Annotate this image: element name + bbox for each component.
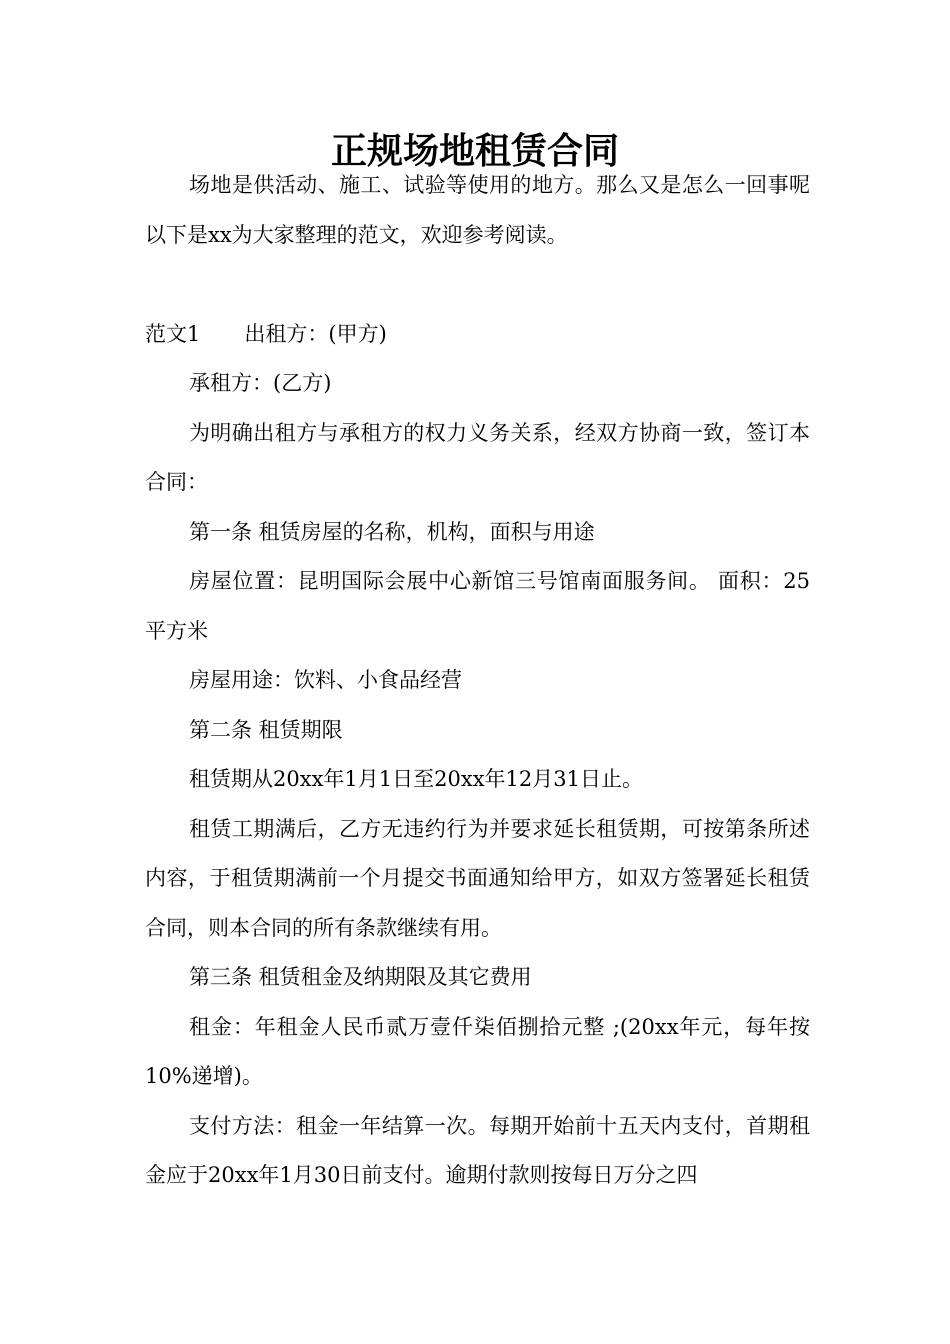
payment-paragraph: 支付方法：租金一年结算一次。每期开始前十五天内支付，首期租金应于20xx年1月30日前支付。逾期付款则按每日万分之四 [145, 1113, 810, 1187]
lessor-label: 出租方：(甲方) [244, 321, 387, 346]
sample-label: 范文1 [145, 321, 201, 346]
renewal-paragraph: 租赁工期满后，乙方无违约行为并要求延长租赁期，可按第条所述内容，于租赁期满前一个月提交书面通知给甲方，如双方签署延长租赁合同，则本合同的所有条款继续有用。 [145, 816, 810, 940]
location-paragraph: 房屋位置：昆明国际会展中心新馆三号馆南面服务间。 面积：25平方米 [145, 569, 810, 643]
preamble-paragraph: 为明确出租方与承租方的权力义务关系，经双方协商一致，签订本合同： [145, 420, 810, 494]
article-1-heading: 第一条 租赁房屋的名称，机构，面积与用途 [189, 519, 595, 544]
document-body [145, 161, 810, 1201]
intro-paragraph: 场地是供活动、施工、试验等使用的地方。那么又是怎么一回事呢以下是xx为大家整理的范文，欢迎参考阅读。 [145, 173, 810, 247]
blank-line [145, 260, 810, 310]
article-2-heading: 第二条 租赁期限 [189, 717, 343, 742]
rent-paragraph: 租金：年租金人民币贰万壹仟柒佰捌拾元整 ;(20xx年元，每年按10%递增)。 [145, 1014, 810, 1088]
article-3-heading: 第三条 租赁租金及纳期限及其它费用 [189, 965, 532, 989]
lessee-label: 承租方：(乙方) [189, 371, 332, 395]
term-paragraph: 租赁期从20xx年1月1日至20xx年12月31日止。 [189, 767, 643, 791]
usage-paragraph: 房屋用途：饮料、小食品经营 [189, 668, 462, 692]
sample-heading-line [145, 310, 810, 360]
document-title: 正规场地租赁合同 [330, 131, 619, 172]
